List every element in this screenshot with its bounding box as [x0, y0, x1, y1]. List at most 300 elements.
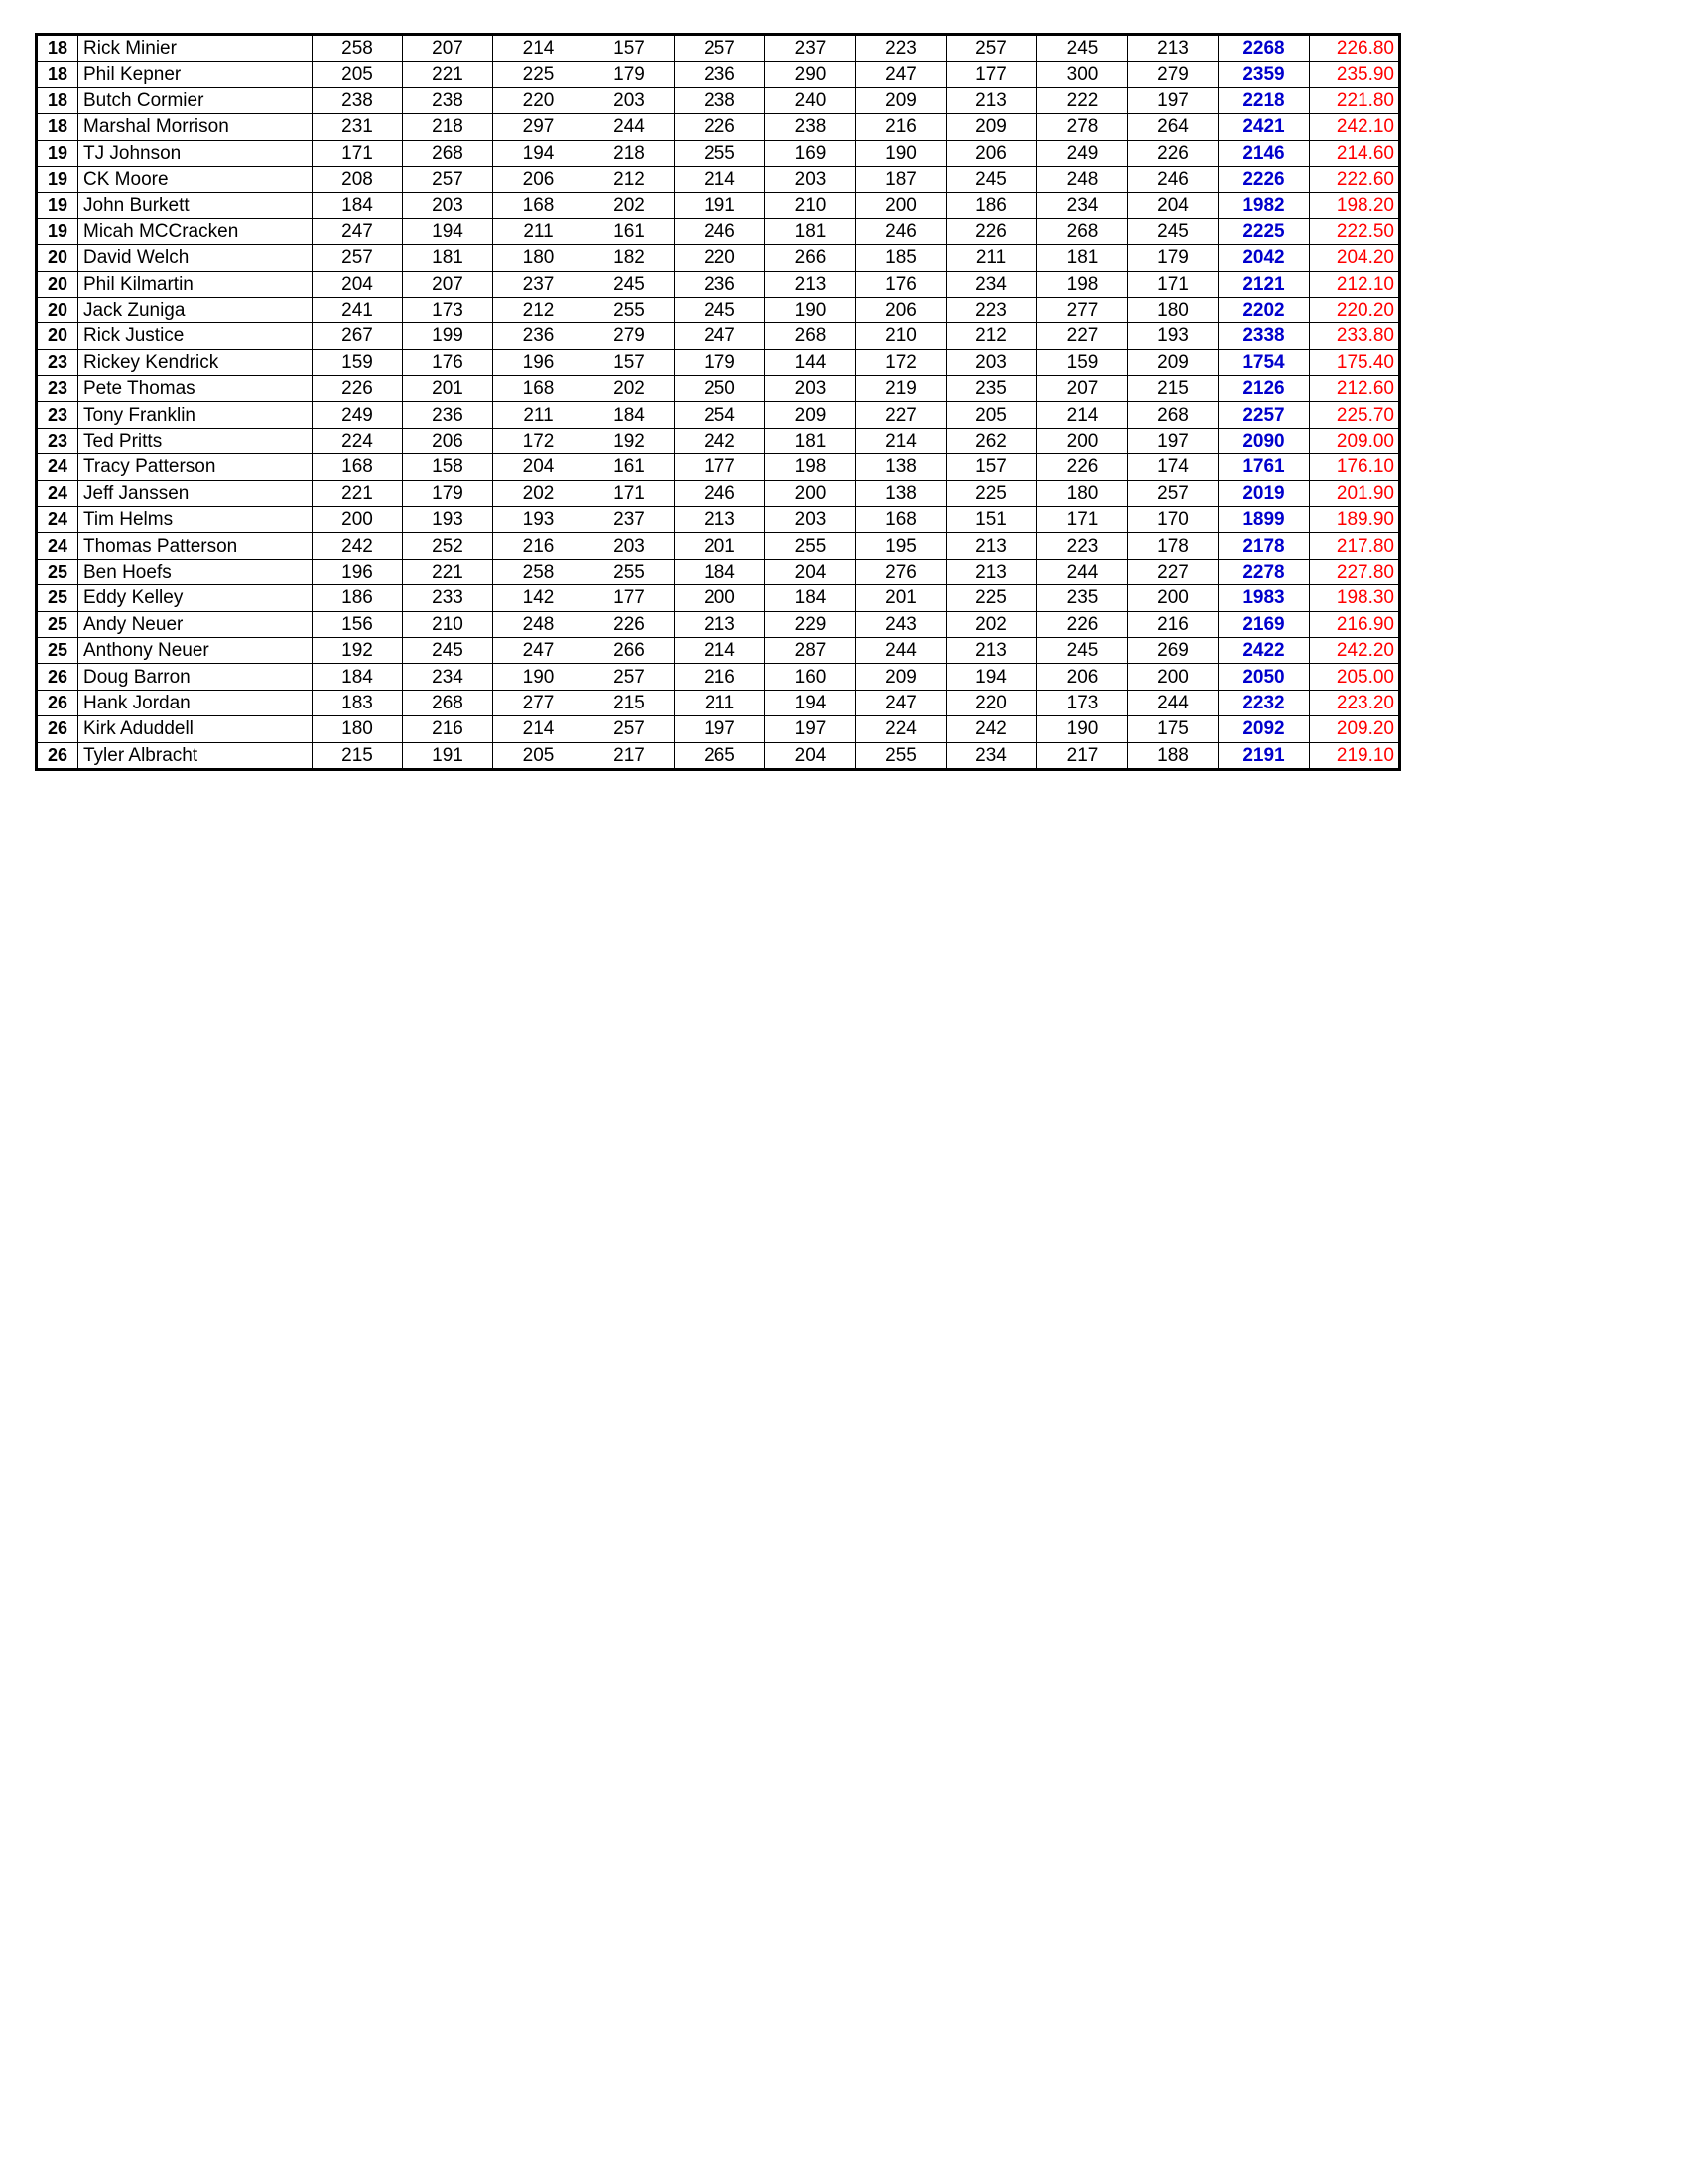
- total-pins-cell: 1761: [1219, 454, 1310, 480]
- table-row: [37, 349, 1400, 375]
- total-pins-cell: 2050: [1219, 664, 1310, 690]
- game-score-cell: 179: [675, 349, 765, 375]
- rank-cell: 19: [37, 140, 78, 166]
- game-score-cell: 210: [856, 323, 947, 349]
- game-score-cell: 257: [675, 35, 765, 62]
- game-score-cell: 203: [584, 533, 675, 559]
- game-score-cell: 214: [675, 166, 765, 192]
- rank-cell: 20: [37, 323, 78, 349]
- game-score-cell: 226: [1037, 611, 1128, 637]
- table-row: [37, 716, 1400, 742]
- average-cell: 216.90: [1310, 611, 1400, 637]
- average-cell: 233.80: [1310, 323, 1400, 349]
- game-score-cell: 255: [675, 140, 765, 166]
- game-score-cell: 215: [584, 690, 675, 715]
- rank-cell: 25: [37, 585, 78, 611]
- game-score-cell: 250: [675, 376, 765, 402]
- game-score-cell: 213: [765, 271, 856, 297]
- game-score-cell: 197: [765, 716, 856, 742]
- game-score-cell: 173: [403, 297, 493, 322]
- game-score-cell: 212: [493, 297, 584, 322]
- game-score-cell: 176: [856, 271, 947, 297]
- game-score-cell: 180: [493, 245, 584, 271]
- game-score-cell: 202: [947, 611, 1037, 637]
- game-score-cell: 171: [313, 140, 403, 166]
- total-pins-cell: 1754: [1219, 349, 1310, 375]
- game-score-cell: 210: [403, 611, 493, 637]
- game-score-cell: 300: [1037, 62, 1128, 87]
- game-score-cell: 179: [584, 62, 675, 87]
- game-score-cell: 203: [584, 87, 675, 113]
- game-score-cell: 204: [493, 454, 584, 480]
- game-score-cell: 171: [1037, 507, 1128, 533]
- game-score-cell: 214: [856, 428, 947, 453]
- game-score-cell: 227: [1037, 323, 1128, 349]
- bowler-name-cell: Hank Jordan: [78, 690, 313, 715]
- game-score-cell: 225: [947, 585, 1037, 611]
- game-score-cell: 187: [856, 166, 947, 192]
- game-score-cell: 218: [403, 114, 493, 140]
- game-score-cell: 214: [675, 637, 765, 663]
- game-score-cell: 190: [493, 664, 584, 690]
- game-score-cell: 235: [1037, 585, 1128, 611]
- game-score-cell: 213: [947, 87, 1037, 113]
- average-cell: 189.90: [1310, 507, 1400, 533]
- game-score-cell: 257: [313, 245, 403, 271]
- game-score-cell: 214: [493, 716, 584, 742]
- game-score-cell: 213: [1128, 35, 1219, 62]
- average-cell: 217.80: [1310, 533, 1400, 559]
- rank-cell: 18: [37, 87, 78, 113]
- game-score-cell: 175: [1128, 716, 1219, 742]
- bowler-name-cell: Rickey Kendrick: [78, 349, 313, 375]
- rank-cell: 19: [37, 218, 78, 244]
- game-score-cell: 197: [675, 716, 765, 742]
- average-cell: 227.80: [1310, 559, 1400, 584]
- game-score-cell: 177: [584, 585, 675, 611]
- game-score-cell: 186: [313, 585, 403, 611]
- game-score-cell: 213: [947, 637, 1037, 663]
- game-score-cell: 227: [856, 402, 947, 428]
- game-score-cell: 202: [584, 193, 675, 218]
- bowler-name-cell: Kirk Aduddell: [78, 716, 313, 742]
- game-score-cell: 203: [765, 507, 856, 533]
- game-score-cell: 168: [856, 507, 947, 533]
- game-score-cell: 245: [1128, 218, 1219, 244]
- game-score-cell: 199: [403, 323, 493, 349]
- game-score-cell: 237: [584, 507, 675, 533]
- game-score-cell: 224: [313, 428, 403, 453]
- game-score-cell: 226: [584, 611, 675, 637]
- average-cell: 226.80: [1310, 35, 1400, 62]
- total-pins-cell: 2090: [1219, 428, 1310, 453]
- game-score-cell: 287: [765, 637, 856, 663]
- game-score-cell: 185: [856, 245, 947, 271]
- rank-cell: 26: [37, 742, 78, 769]
- bowler-name-cell: Phil Kilmartin: [78, 271, 313, 297]
- game-score-cell: 223: [856, 35, 947, 62]
- average-cell: 204.20: [1310, 245, 1400, 271]
- game-score-cell: 226: [675, 114, 765, 140]
- game-score-cell: 276: [856, 559, 947, 584]
- game-score-cell: 216: [403, 716, 493, 742]
- game-score-cell: 200: [675, 585, 765, 611]
- average-cell: 176.10: [1310, 454, 1400, 480]
- game-score-cell: 238: [675, 87, 765, 113]
- table-row: [37, 402, 1400, 428]
- total-pins-cell: 2226: [1219, 166, 1310, 192]
- game-score-cell: 268: [765, 323, 856, 349]
- game-score-cell: 204: [313, 271, 403, 297]
- rank-cell: 24: [37, 480, 78, 506]
- game-score-cell: 158: [403, 454, 493, 480]
- game-score-cell: 186: [947, 193, 1037, 218]
- game-score-cell: 255: [765, 533, 856, 559]
- average-cell: 225.70: [1310, 402, 1400, 428]
- game-score-cell: 242: [675, 428, 765, 453]
- game-score-cell: 254: [675, 402, 765, 428]
- bowler-name-cell: Eddy Kelley: [78, 585, 313, 611]
- game-score-cell: 161: [584, 218, 675, 244]
- game-score-cell: 237: [493, 271, 584, 297]
- game-score-cell: 179: [403, 480, 493, 506]
- game-score-cell: 159: [313, 349, 403, 375]
- game-score-cell: 279: [584, 323, 675, 349]
- game-score-cell: 214: [1037, 402, 1128, 428]
- game-score-cell: 206: [947, 140, 1037, 166]
- game-score-cell: 160: [765, 664, 856, 690]
- table-row: [37, 166, 1400, 192]
- game-score-cell: 219: [856, 376, 947, 402]
- game-score-cell: 246: [675, 480, 765, 506]
- table-row: [37, 35, 1400, 62]
- game-score-cell: 238: [313, 87, 403, 113]
- game-score-cell: 168: [313, 454, 403, 480]
- game-score-cell: 206: [493, 166, 584, 192]
- game-score-cell: 159: [1037, 349, 1128, 375]
- rank-cell: 18: [37, 35, 78, 62]
- game-score-cell: 213: [947, 533, 1037, 559]
- total-pins-cell: 2225: [1219, 218, 1310, 244]
- average-cell: 221.80: [1310, 87, 1400, 113]
- game-score-cell: 216: [856, 114, 947, 140]
- game-score-cell: 161: [584, 454, 675, 480]
- game-score-cell: 268: [403, 140, 493, 166]
- rank-cell: 20: [37, 271, 78, 297]
- game-score-cell: 177: [675, 454, 765, 480]
- game-score-cell: 247: [675, 323, 765, 349]
- game-score-cell: 226: [1128, 140, 1219, 166]
- game-score-cell: 157: [947, 454, 1037, 480]
- average-cell: 235.90: [1310, 62, 1400, 87]
- bowler-name-cell: Doug Barron: [78, 664, 313, 690]
- game-score-cell: 236: [493, 323, 584, 349]
- game-score-cell: 181: [765, 428, 856, 453]
- average-cell: 214.60: [1310, 140, 1400, 166]
- game-score-cell: 215: [1128, 376, 1219, 402]
- table-row: [37, 323, 1400, 349]
- average-cell: 212.60: [1310, 376, 1400, 402]
- game-score-cell: 255: [584, 559, 675, 584]
- average-cell: 222.50: [1310, 218, 1400, 244]
- game-score-cell: 179: [1128, 245, 1219, 271]
- rank-cell: 20: [37, 297, 78, 322]
- game-score-cell: 252: [403, 533, 493, 559]
- bowler-name-cell: Jeff Janssen: [78, 480, 313, 506]
- game-score-cell: 183: [313, 690, 403, 715]
- game-score-cell: 290: [765, 62, 856, 87]
- bowler-name-cell: TJ Johnson: [78, 140, 313, 166]
- game-score-cell: 258: [493, 559, 584, 584]
- total-pins-cell: 2146: [1219, 140, 1310, 166]
- game-score-cell: 204: [1128, 193, 1219, 218]
- game-score-cell: 203: [765, 376, 856, 402]
- game-score-cell: 209: [1128, 349, 1219, 375]
- rank-cell: 24: [37, 507, 78, 533]
- table-row: [37, 140, 1400, 166]
- rank-cell: 23: [37, 349, 78, 375]
- game-score-cell: 178: [1128, 533, 1219, 559]
- average-cell: 209.20: [1310, 716, 1400, 742]
- bowler-name-cell: Marshal Morrison: [78, 114, 313, 140]
- average-cell: 198.30: [1310, 585, 1400, 611]
- game-score-cell: 206: [1037, 664, 1128, 690]
- game-score-cell: 138: [856, 454, 947, 480]
- game-score-cell: 218: [584, 140, 675, 166]
- bowler-name-cell: Jack Zuniga: [78, 297, 313, 322]
- game-score-cell: 191: [403, 742, 493, 769]
- table-row: [37, 454, 1400, 480]
- game-score-cell: 234: [947, 271, 1037, 297]
- rank-cell: 23: [37, 428, 78, 453]
- game-score-cell: 180: [1128, 297, 1219, 322]
- game-score-cell: 223: [1037, 533, 1128, 559]
- total-pins-cell: 2422: [1219, 637, 1310, 663]
- game-score-cell: 246: [675, 218, 765, 244]
- game-score-cell: 257: [584, 664, 675, 690]
- game-score-cell: 214: [493, 35, 584, 62]
- game-score-cell: 211: [493, 402, 584, 428]
- table-row: [37, 114, 1400, 140]
- score-table: [35, 33, 1401, 771]
- game-score-cell: 255: [856, 742, 947, 769]
- game-score-cell: 234: [403, 664, 493, 690]
- game-score-cell: 236: [675, 271, 765, 297]
- game-score-cell: 207: [1037, 376, 1128, 402]
- game-score-cell: 245: [1037, 35, 1128, 62]
- game-score-cell: 212: [584, 166, 675, 192]
- game-score-cell: 246: [1128, 166, 1219, 192]
- bowler-name-cell: Andy Neuer: [78, 611, 313, 637]
- game-score-cell: 245: [584, 271, 675, 297]
- game-score-cell: 213: [675, 611, 765, 637]
- total-pins-cell: 2121: [1219, 271, 1310, 297]
- game-score-cell: 168: [493, 193, 584, 218]
- game-score-cell: 238: [403, 87, 493, 113]
- game-score-cell: 200: [1128, 664, 1219, 690]
- game-score-cell: 244: [856, 637, 947, 663]
- game-score-cell: 233: [403, 585, 493, 611]
- bowler-name-cell: Pete Thomas: [78, 376, 313, 402]
- game-score-cell: 226: [947, 218, 1037, 244]
- bowler-name-cell: Tony Franklin: [78, 402, 313, 428]
- total-pins-cell: 2019: [1219, 480, 1310, 506]
- game-score-cell: 144: [765, 349, 856, 375]
- game-score-cell: 177: [947, 62, 1037, 87]
- game-score-cell: 194: [493, 140, 584, 166]
- rank-cell: 25: [37, 637, 78, 663]
- game-score-cell: 220: [675, 245, 765, 271]
- game-score-cell: 200: [1128, 585, 1219, 611]
- game-score-cell: 215: [313, 742, 403, 769]
- game-score-cell: 200: [856, 193, 947, 218]
- total-pins-cell: 1982: [1219, 193, 1310, 218]
- game-score-cell: 234: [947, 742, 1037, 769]
- game-score-cell: 244: [1128, 690, 1219, 715]
- game-score-cell: 195: [856, 533, 947, 559]
- game-score-cell: 197: [1128, 87, 1219, 113]
- total-pins-cell: 2421: [1219, 114, 1310, 140]
- table-row: [37, 559, 1400, 584]
- game-score-cell: 142: [493, 585, 584, 611]
- game-score-cell: 235: [947, 376, 1037, 402]
- game-score-cell: 224: [856, 716, 947, 742]
- rank-cell: 23: [37, 376, 78, 402]
- game-score-cell: 209: [856, 87, 947, 113]
- total-pins-cell: 1983: [1219, 585, 1310, 611]
- game-score-cell: 157: [584, 349, 675, 375]
- game-score-cell: 170: [1128, 507, 1219, 533]
- game-score-cell: 216: [675, 664, 765, 690]
- game-score-cell: 207: [403, 35, 493, 62]
- game-score-cell: 191: [675, 193, 765, 218]
- bowler-name-cell: Micah MCCracken: [78, 218, 313, 244]
- game-score-cell: 202: [584, 376, 675, 402]
- game-score-cell: 221: [403, 559, 493, 584]
- bowler-name-cell: Tim Helms: [78, 507, 313, 533]
- game-score-cell: 194: [403, 218, 493, 244]
- game-score-cell: 188: [1128, 742, 1219, 769]
- game-score-cell: 220: [493, 87, 584, 113]
- game-score-cell: 200: [313, 507, 403, 533]
- game-score-cell: 217: [1037, 742, 1128, 769]
- game-score-cell: 236: [675, 62, 765, 87]
- game-score-cell: 247: [856, 62, 947, 87]
- game-score-cell: 182: [584, 245, 675, 271]
- game-score-cell: 184: [675, 559, 765, 584]
- game-score-cell: 194: [947, 664, 1037, 690]
- score-table-body: [37, 35, 1400, 770]
- game-score-cell: 245: [675, 297, 765, 322]
- table-row: [37, 533, 1400, 559]
- game-score-cell: 201: [403, 376, 493, 402]
- game-score-cell: 245: [403, 637, 493, 663]
- game-score-cell: 243: [856, 611, 947, 637]
- total-pins-cell: 2218: [1219, 87, 1310, 113]
- game-score-cell: 216: [1128, 611, 1219, 637]
- game-score-cell: 190: [765, 297, 856, 322]
- game-score-cell: 257: [403, 166, 493, 192]
- game-score-cell: 255: [584, 297, 675, 322]
- game-score-cell: 249: [313, 402, 403, 428]
- game-score-cell: 269: [1128, 637, 1219, 663]
- game-score-cell: 203: [947, 349, 1037, 375]
- game-score-cell: 212: [947, 323, 1037, 349]
- rank-cell: 18: [37, 62, 78, 87]
- table-row: [37, 690, 1400, 715]
- rank-cell: 24: [37, 533, 78, 559]
- game-score-cell: 194: [765, 690, 856, 715]
- game-score-cell: 200: [765, 480, 856, 506]
- table-row: [37, 742, 1400, 769]
- total-pins-cell: 2232: [1219, 690, 1310, 715]
- bowler-name-cell: Rick Minier: [78, 35, 313, 62]
- game-score-cell: 207: [403, 271, 493, 297]
- game-score-cell: 257: [947, 35, 1037, 62]
- game-score-cell: 268: [1037, 218, 1128, 244]
- game-score-cell: 208: [313, 166, 403, 192]
- game-score-cell: 221: [403, 62, 493, 87]
- game-score-cell: 201: [675, 533, 765, 559]
- game-score-cell: 248: [493, 611, 584, 637]
- game-score-cell: 203: [403, 193, 493, 218]
- game-score-cell: 247: [856, 690, 947, 715]
- game-score-cell: 210: [765, 193, 856, 218]
- game-score-cell: 209: [856, 664, 947, 690]
- rank-cell: 25: [37, 559, 78, 584]
- game-score-cell: 168: [493, 376, 584, 402]
- game-score-cell: 193: [493, 507, 584, 533]
- game-score-cell: 262: [947, 428, 1037, 453]
- game-score-cell: 247: [313, 218, 403, 244]
- average-cell: 212.10: [1310, 271, 1400, 297]
- average-cell: 222.60: [1310, 166, 1400, 192]
- game-score-cell: 171: [584, 480, 675, 506]
- game-score-cell: 227: [1128, 559, 1219, 584]
- total-pins-cell: 2169: [1219, 611, 1310, 637]
- game-score-cell: 245: [1037, 637, 1128, 663]
- game-score-cell: 205: [947, 402, 1037, 428]
- game-score-cell: 198: [765, 454, 856, 480]
- game-score-cell: 277: [1037, 297, 1128, 322]
- total-pins-cell: 2092: [1219, 716, 1310, 742]
- bowler-name-cell: Ted Pritts: [78, 428, 313, 453]
- bowler-name-cell: Tracy Patterson: [78, 454, 313, 480]
- game-score-cell: 222: [1037, 87, 1128, 113]
- game-score-cell: 265: [675, 742, 765, 769]
- table-row: [37, 637, 1400, 663]
- game-score-cell: 244: [1037, 559, 1128, 584]
- game-score-cell: 236: [403, 402, 493, 428]
- game-score-cell: 278: [1037, 114, 1128, 140]
- total-pins-cell: 2268: [1219, 35, 1310, 62]
- rank-cell: 26: [37, 664, 78, 690]
- rank-cell: 25: [37, 611, 78, 637]
- total-pins-cell: 2338: [1219, 323, 1310, 349]
- average-cell: 201.90: [1310, 480, 1400, 506]
- game-score-cell: 203: [765, 166, 856, 192]
- game-score-cell: 193: [1128, 323, 1219, 349]
- game-score-cell: 241: [313, 297, 403, 322]
- game-score-cell: 181: [765, 218, 856, 244]
- game-score-cell: 226: [313, 376, 403, 402]
- game-score-cell: 180: [1037, 480, 1128, 506]
- game-score-cell: 180: [313, 716, 403, 742]
- rank-cell: 23: [37, 402, 78, 428]
- rank-cell: 20: [37, 245, 78, 271]
- total-pins-cell: 2359: [1219, 62, 1310, 87]
- bowler-name-cell: CK Moore: [78, 166, 313, 192]
